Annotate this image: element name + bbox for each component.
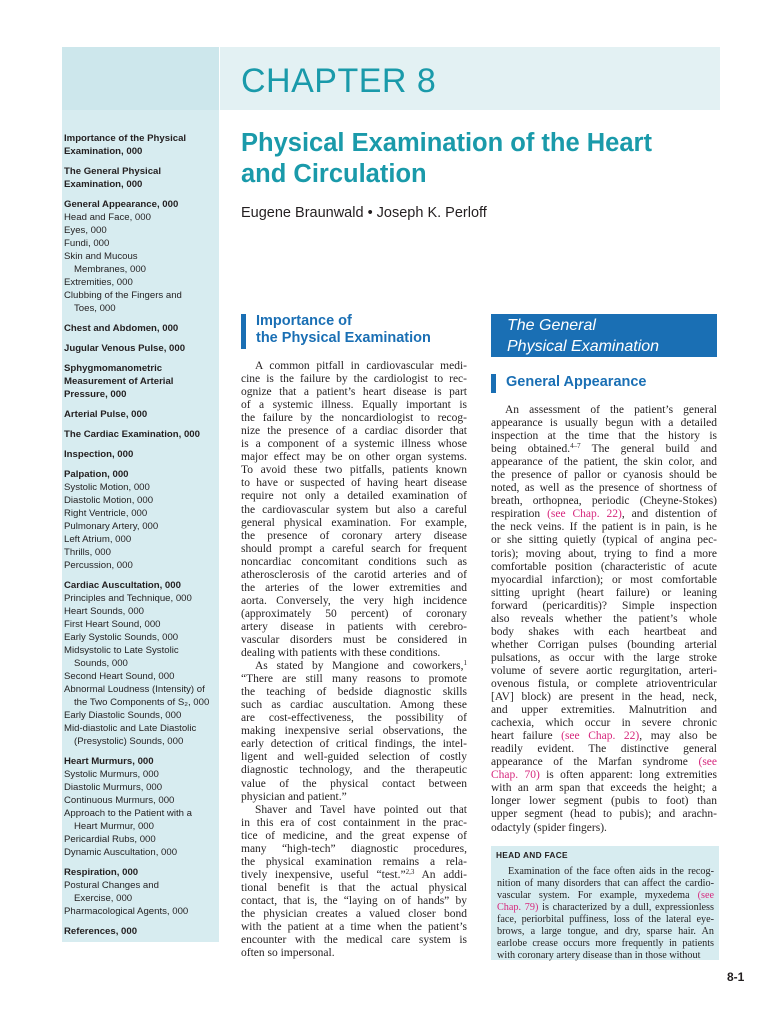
toc-group xyxy=(64,866,216,918)
toc-item[interactable]: Skin and Mucous xyxy=(64,251,138,262)
text-line: with an arm span that exceeds the height; a xyxy=(491,782,717,795)
box-text xyxy=(497,866,714,962)
text-line: readily evident. The distinctive general xyxy=(491,743,717,756)
text-line: upper segment (head to pubis); and arachn- xyxy=(491,808,717,821)
toc-item[interactable]: Toes, 000 xyxy=(74,303,116,314)
text-line: Examination of the face often aids in the recog- xyxy=(508,866,714,877)
toc-item[interactable]: Second Heart Sound, 000 xyxy=(64,671,175,682)
toc-heading[interactable]: Inspection, 000 xyxy=(64,449,134,460)
toc-heading[interactable]: General Appearance, 000 xyxy=(64,199,179,210)
text-line: general physical examination. For example, xyxy=(241,516,467,529)
text-line: respiration (see Chap. 22), and distention of xyxy=(491,508,717,521)
toc-item[interactable]: Dynamic Auscultation, 000 xyxy=(64,847,178,858)
text-line: tively inexpensive, useful “test.”$^{2,3}$ An addi- xyxy=(241,867,467,881)
text-line: require not only a detailed examination of xyxy=(241,490,467,503)
text-line: contact, that is, the “laying on of hands” by xyxy=(241,894,467,907)
toc-item[interactable]: Percussion, 000 xyxy=(64,560,133,571)
toc-item[interactable]: Head and Face, 000 xyxy=(64,212,151,223)
text-line: appearance is usually begun with a detailed xyxy=(491,417,717,430)
text-line: tional benefit is that the actual physical xyxy=(241,881,467,894)
text-line: should prompt a careful search for frequent xyxy=(241,542,467,555)
text-line: and upper extremities. Malnutrition and xyxy=(491,704,717,717)
text-line: are cost-effectiveness, the possibility of xyxy=(241,712,467,725)
text-line: dealing with patients with these conditions. xyxy=(241,647,441,660)
toc-item[interactable]: Pulmonary Artery, 000 xyxy=(64,521,159,532)
text-line: To avoid these two pitfalls, patients known xyxy=(241,464,467,477)
cross-reference-link[interactable]: (see xyxy=(698,756,717,769)
section-heading-line: the Physical Examination xyxy=(256,330,431,346)
text-line: the physician creates a valued closer bond xyxy=(241,907,467,920)
text-line: appearance of the Marfan syndrome (see xyxy=(491,756,717,769)
toc-item[interactable]: the Two Components of S₂, 000 xyxy=(74,697,210,708)
text-line: the teaching of bedside diagnostic skills xyxy=(241,686,467,699)
text-line: vascular disorders must be considered in xyxy=(241,633,467,646)
cross-reference-link[interactable]: Chap. 70) xyxy=(491,769,540,782)
text-line: inspection at the time that the history is xyxy=(491,430,717,443)
toc-item[interactable]: Early Systolic Sounds, 000 xyxy=(64,632,179,643)
toc-item[interactable]: Membranes, 000 xyxy=(74,264,146,275)
toc-item[interactable]: Heart Murmur, 000 xyxy=(74,821,154,832)
text-line: in this era of cost containment in the prac- xyxy=(241,816,467,829)
text-line: the presence of pallor or cyanosis should be xyxy=(491,469,717,482)
toc-heading[interactable]: Importance of the Physical xyxy=(64,133,187,144)
toc-group xyxy=(64,579,216,748)
section-heading-importance xyxy=(256,313,431,347)
toc-heading[interactable]: The General Physical xyxy=(64,166,162,177)
text-line: often so impersonal. xyxy=(241,947,335,960)
text-line: noncardiac concomitant conditions such as xyxy=(241,555,467,568)
text-line: forward (pericarditis)? Simple inspection xyxy=(491,599,717,612)
text-line: also reveals whether the patient’s whole xyxy=(491,612,717,625)
text-line: toris); moving about, trying to find a more xyxy=(491,547,717,560)
toc-group xyxy=(64,322,216,335)
text-line: odactyly (spider fingers). xyxy=(491,821,607,834)
text-line: with the patient at a time when the patient’s xyxy=(241,921,467,934)
toc-group xyxy=(64,132,216,158)
text-line: sitting upright (heart failure) or leaning xyxy=(491,586,717,599)
text-line: body shakes with each heartbeat and xyxy=(491,625,717,638)
section-heading-line: The General xyxy=(507,317,596,334)
text-line: the failure by the noncardiologist to recog- xyxy=(241,412,467,425)
text-line: An assessment of the patient’s general xyxy=(505,404,717,416)
text-line: atherosclerosis of the carotid arteries and of xyxy=(241,568,467,581)
box-title: HEAD AND FACE xyxy=(496,850,568,860)
text-line: As stated by Mangione and coworkers,$^1$ xyxy=(255,659,467,673)
text-line: the arteries of the lower extremities and xyxy=(241,581,467,594)
text-line: appearance of the patient, the skin color, and xyxy=(491,456,717,469)
text-line: physician and patient.” xyxy=(241,790,347,803)
toc-heading[interactable]: Respiration, 000 xyxy=(64,867,139,878)
toc-group xyxy=(64,925,216,938)
text-line: earlobe crease occurs more frequently in patients xyxy=(497,938,714,950)
text-line: with coronary artery disease than in those without xyxy=(497,950,701,962)
toc-heading[interactable]: Jugular Venous Pulse, 000 xyxy=(64,343,186,354)
toc-heading[interactable]: Arterial Pulse, 000 xyxy=(64,409,148,420)
toc-item[interactable]: Eyes, 000 xyxy=(64,225,107,236)
text-line: the presence of coronary artery disease xyxy=(241,529,467,542)
text-line: longer lower segment (pubis to foot) than xyxy=(491,795,717,808)
text-line: the cardiovascular system but also a careful xyxy=(241,503,467,516)
subsection-heading-general-appearance: General Appearance xyxy=(506,374,647,390)
toc-heading[interactable]: Examination, 000 xyxy=(64,146,143,157)
section-heading-line: Physical Examination xyxy=(507,338,660,355)
text-line: whether Corrigan pulses (bounding arterial xyxy=(491,638,717,651)
text-line: diagnostic technology, and the therapeutic xyxy=(241,764,467,777)
chapter-title-line: and Circulation xyxy=(241,160,427,188)
text-line: such as cardiac auscultation. Among these xyxy=(241,699,467,712)
toc-heading[interactable]: Sphygmomanometric xyxy=(64,363,163,374)
section-marker xyxy=(241,314,246,349)
toc-item[interactable]: Heart Sounds, 000 xyxy=(64,606,145,617)
toc-item[interactable]: Diastolic Murmurs, 000 xyxy=(64,782,163,793)
toc-group xyxy=(64,342,216,355)
toc-group xyxy=(64,408,216,421)
toc-heading[interactable]: Measurement of Arterial xyxy=(64,376,174,387)
toc-item[interactable]: Pericardial Rubs, 000 xyxy=(64,834,156,845)
toc-item[interactable]: Extremities, 000 xyxy=(64,277,133,288)
text-line: volume of severe aortic regurgitation, arteri- xyxy=(491,664,717,677)
header-band-left xyxy=(62,47,219,110)
text-line: nition of many disorders that can affect the cardio- xyxy=(497,878,714,890)
text-line: ligent and well-guided selection of costly xyxy=(241,751,467,764)
toc-group xyxy=(64,448,216,461)
toc-group xyxy=(64,198,216,315)
cross-reference-link[interactable]: (see xyxy=(697,890,714,902)
toc-group xyxy=(64,468,216,572)
chapter-title-line: Physical Examination of the Heart xyxy=(241,129,652,157)
text-line: encounter with the medical care system is xyxy=(241,934,467,947)
text-line: cine is the failure by the cardiologist to rec- xyxy=(241,373,467,386)
body-column-right xyxy=(491,404,717,835)
toc-heading[interactable]: Chest and Abdomen, 000 xyxy=(64,323,179,334)
toc-heading[interactable]: References, 000 xyxy=(64,926,138,937)
text-line: (approximately 50 percent) of coronary xyxy=(241,607,467,620)
text-line: of a systemic illness. Equally important is xyxy=(241,399,467,412)
text-line: nize the presence of a cardiac disorder that xyxy=(241,425,467,438)
text-line: pulsations, as occur with the large stroke xyxy=(491,651,717,664)
citation-superscript: 1 xyxy=(463,659,467,668)
text-line: the physical examination remains a rela- xyxy=(241,855,467,868)
section-heading-line: Importance of xyxy=(256,313,352,329)
toc-group xyxy=(64,165,216,191)
page-number: 8-1 xyxy=(727,970,745,984)
chapter-title xyxy=(241,128,711,190)
toc-heading[interactable]: Heart Murmurs, 000 xyxy=(64,756,154,767)
text-line: is a component of a systemic illness whose xyxy=(241,438,467,451)
text-line: face, periorbital puffiness, loss of the lateral eye- xyxy=(497,914,714,926)
toc-heading[interactable]: Pressure, 000 xyxy=(64,389,127,400)
toc-item[interactable]: Abnormal Loudness (Intensity) of xyxy=(64,684,205,695)
toc-heading[interactable]: Cardiac Auscultation, 000 xyxy=(64,580,181,591)
text-line: A common pitfall in cardiovascular medi- xyxy=(255,360,467,372)
toc-item[interactable]: Exercise, 000 xyxy=(74,893,133,904)
toc-item[interactable]: (Presystolic) Sounds, 000 xyxy=(74,736,184,747)
toc-item[interactable]: Left Atrium, 000 xyxy=(64,534,132,545)
body-column-left xyxy=(241,360,467,960)
toc-heading[interactable]: The Cardiac Examination, 000 xyxy=(64,429,200,440)
authors: Eugene Braunwald • Joseph K. Perloff xyxy=(241,205,487,221)
toc-group xyxy=(64,428,216,441)
toc-group xyxy=(64,755,216,859)
text-line: heart failure (see Chap. 22), may also be xyxy=(491,730,717,743)
text-line: Chap. 79) is characterized by a dull, expressionless xyxy=(497,902,714,914)
text-line: cachexia, which occur in severe chronic xyxy=(491,717,717,730)
toc-group xyxy=(64,362,216,401)
text-line: [AV] block) are present in the head, neck, xyxy=(491,691,717,704)
text-line: making inexpensive serial observations, the xyxy=(241,725,467,738)
toc-heading[interactable]: Palpation, 000 xyxy=(64,469,129,480)
toc-item[interactable]: Fundi, 000 xyxy=(64,238,110,249)
text-line: noted, as well as the presence of shortness of xyxy=(491,482,717,495)
toc-item[interactable]: Clubbing of the Fingers and xyxy=(64,290,182,301)
section-heading-general xyxy=(507,315,659,357)
text-line: comfortable position (characteristic of acute xyxy=(491,560,717,573)
text-line: breath, orthopnea, periodic (Cheyne-Stokes) xyxy=(491,495,717,508)
chapter-heading: CHAPTER 8 xyxy=(241,62,437,100)
text-line: myocardial infarction); or most comfortable xyxy=(491,573,717,586)
citation-superscript: 2,3 xyxy=(405,867,415,876)
toc-item[interactable]: Midsystolic to Late Systolic xyxy=(64,645,179,656)
text-line: the neck veins. If the patient is in pain, is he xyxy=(491,521,717,534)
text-line: major effect may be on other organ systems. xyxy=(241,451,467,464)
toc-item[interactable]: Continuous Murmurs, 000 xyxy=(64,795,175,806)
toc-item[interactable]: Pharmacological Agents, 000 xyxy=(64,906,189,917)
text-line: many “high-tech” diagnostic procedures, xyxy=(241,842,467,855)
table-of-contents xyxy=(64,132,216,945)
toc-item[interactable]: Right Ventricle, 000 xyxy=(64,508,148,519)
text-line: or she sitting quietly (typical of angina pec- xyxy=(491,534,717,547)
cross-reference-link[interactable]: (see Chap. 22) xyxy=(561,730,640,743)
text-line: being obtained.$^{4-7}$ The general build and xyxy=(491,442,717,456)
toc-item[interactable]: Postural Changes and xyxy=(64,880,159,891)
citation-superscript: 4–7 xyxy=(570,442,581,451)
text-line: artery disease in patients with cerebro- xyxy=(241,620,467,633)
text-line: early detection of critical findings, the intel- xyxy=(241,738,467,751)
toc-item[interactable]: Sounds, 000 xyxy=(74,658,128,669)
cross-reference-link[interactable]: Chap. 79) xyxy=(497,902,539,914)
toc-item[interactable]: Systolic Murmurs, 000 xyxy=(64,769,159,780)
cross-reference-link[interactable]: (see Chap. 22) xyxy=(547,508,622,521)
toc-item[interactable]: Diastolic Motion, 000 xyxy=(64,495,154,506)
text-line: ovenous fistula, or complete atrioventricular xyxy=(491,677,717,690)
toc-item[interactable]: Early Diastolic Sounds, 000 xyxy=(64,710,182,721)
text-line: tice of medicine, and the great expense of xyxy=(241,829,467,842)
toc-item[interactable]: Approach to the Patient with a xyxy=(64,808,192,819)
text-line: aorta. Conversely, the very high incidence xyxy=(241,594,467,607)
text-line: brows, a large tongue, and dry, sparse hair. An xyxy=(497,926,714,938)
toc-item[interactable]: Mid-diastolic and Late Diastolic xyxy=(64,723,197,734)
text-line: Chap. 70) is often apparent: long extremities xyxy=(491,769,717,782)
text-line: vascular system. For example, myxedema (see xyxy=(497,890,714,902)
toc-item[interactable]: Principles and Technique, 000 xyxy=(64,593,192,604)
toc-item[interactable]: Thrills, 000 xyxy=(64,547,111,558)
text-line: “There are still many reasons to promote xyxy=(241,673,467,686)
text-line: ognize that a patient’s heart disease is part xyxy=(241,386,467,399)
toc-heading[interactable]: Examination, 000 xyxy=(64,179,143,190)
text-line: value of the physical contact between xyxy=(241,777,467,790)
subsection-marker xyxy=(491,374,496,393)
toc-item[interactable]: First Heart Sound, 000 xyxy=(64,619,161,630)
toc-item[interactable]: Systolic Motion, 000 xyxy=(64,482,150,493)
text-line: Shaver and Tavel have pointed out that xyxy=(255,803,467,816)
text-line: to have or suspected of having heart disease xyxy=(241,477,467,490)
